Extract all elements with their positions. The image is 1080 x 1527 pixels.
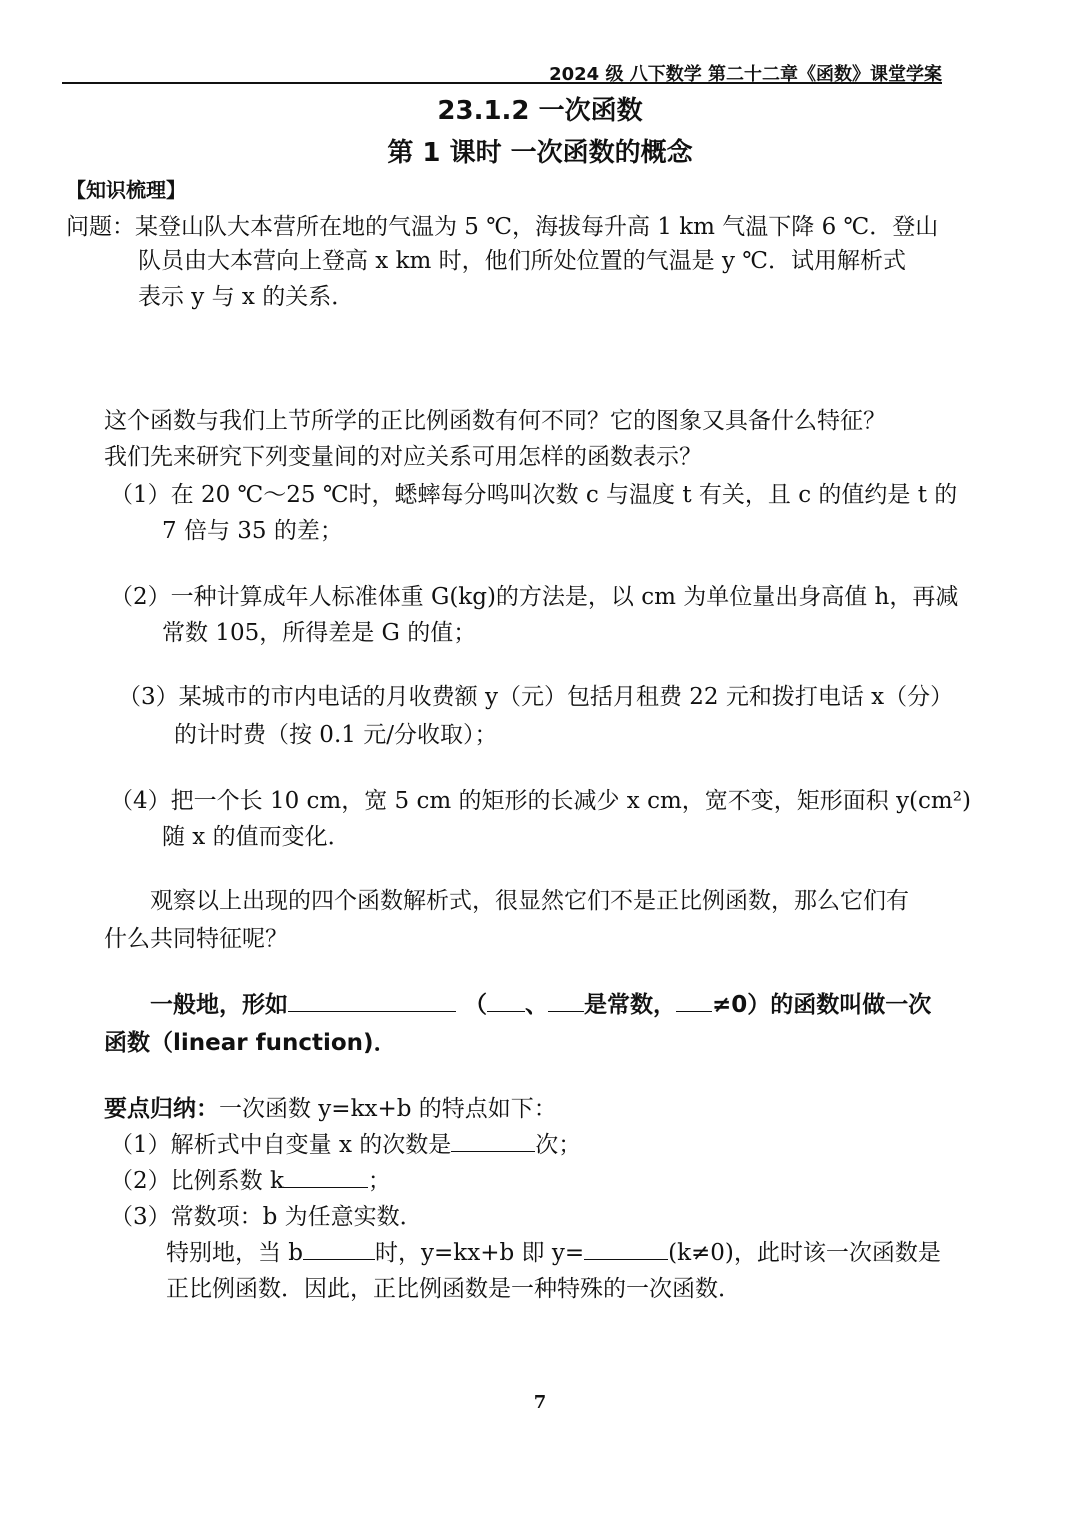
observe-line-1: 观察以上出现的四个函数解析式，很显然它们不是正比例函数，那么它们有 bbox=[150, 888, 909, 914]
key-point-1 bbox=[110, 1126, 581, 1159]
key-point-2-text-a: （2）比例系数 k bbox=[110, 1168, 284, 1194]
problem-line-2: 队员由大本营向上登高 x km 时，他们所处位置的气温是 y ℃．试用解析式 bbox=[138, 248, 906, 274]
blank-expression[interactable] bbox=[288, 989, 456, 1012]
course-header: 2024 级 八下数学 第二十二章《函数》课堂学案 bbox=[549, 64, 942, 85]
item-3-line-2: 的计时费（按 0.1 元/分收取）； bbox=[174, 722, 498, 748]
definition-text-1: 一般地，形如 bbox=[150, 992, 288, 1018]
item-2-line-1: （2）一种计算成年人标准体重 G(kg)的方法是，以 cm 为单位量出身高值 h，再减 bbox=[110, 584, 959, 610]
lesson-title: 第 1 课时 一次函数的概念 bbox=[387, 138, 693, 168]
key-point-2 bbox=[110, 1162, 391, 1195]
blank-coefficient[interactable] bbox=[284, 1165, 368, 1188]
special-case-line-2: 正比例函数．因此，正比例函数是一种特殊的一次函数． bbox=[166, 1276, 741, 1302]
definition-text-2: （ bbox=[464, 992, 488, 1018]
key-points-intro: 一次函数 y=kx+b 的特点如下： bbox=[219, 1096, 557, 1122]
key-point-3: （3）常数项：b 为任意实数． bbox=[110, 1204, 423, 1230]
definition-text-4: 是常数， bbox=[584, 992, 677, 1018]
item-1-line-2: 7 倍与 35 的差； bbox=[162, 518, 343, 544]
key-points-label: 要点归纳： bbox=[104, 1096, 219, 1122]
item-1-line-1: （1）在 20 ℃～25 ℃时，蟋蟀每分鸣叫次数 c 与温度 t 有关，且 c 的值约是 t 的 bbox=[110, 482, 958, 508]
key-point-1-text-a: （1）解析式中自变量 x 的次数是 bbox=[110, 1132, 452, 1158]
special-text-a: 特别地，当 b bbox=[166, 1240, 304, 1266]
item-4-line-2: 随 x 的值而变化． bbox=[162, 824, 351, 850]
blank-b-condition[interactable] bbox=[303, 1237, 375, 1260]
observe-line-2: 什么共同特征呢？ bbox=[104, 926, 288, 952]
definition-text-5: ≠0）的函数叫做一次 bbox=[712, 992, 932, 1018]
page-number: 7 bbox=[533, 1392, 547, 1413]
header-rule bbox=[62, 82, 942, 84]
blank-constant-2[interactable] bbox=[548, 989, 584, 1012]
item-4-line-1: （4）把一个长 10 cm，宽 5 cm 的矩形的长减少 x cm，宽不变，矩形面积 y(cm²) bbox=[110, 788, 971, 814]
key-point-1-text-b: 次； bbox=[535, 1132, 582, 1158]
intro-line-1: 这个函数与我们上节所学的正比例函数有何不同？它的图象又具备什么特征？ bbox=[104, 408, 886, 434]
blank-constant-1[interactable] bbox=[487, 989, 525, 1012]
section-label: 【知识梳理】 bbox=[66, 178, 186, 202]
definition-line-1 bbox=[150, 986, 931, 1019]
item-2-line-2: 常数 105，所得差是 G 的值； bbox=[162, 620, 477, 646]
key-points-heading bbox=[104, 1090, 557, 1123]
special-case-line-1 bbox=[166, 1234, 941, 1267]
special-text-b: 时，y=kx+b 即 y= bbox=[375, 1240, 585, 1266]
blank-exponent[interactable] bbox=[451, 1129, 535, 1152]
definition-line-2: 函数（linear function)． bbox=[104, 1030, 397, 1056]
special-text-c: (k≠0)，此时该一次函数是 bbox=[668, 1240, 941, 1266]
definition-text-3: 、 bbox=[525, 992, 549, 1018]
item-3-line-1: （3）某城市的市内电话的月收费额 y（元）包括月租费 22 元和拨打电话 x（分） bbox=[118, 684, 954, 710]
key-point-2-text-b: ； bbox=[367, 1168, 391, 1194]
intro-line-2: 我们先来研究下列变量间的对应关系可用怎样的函数表示？ bbox=[104, 444, 702, 470]
section-title: 23.1.2 一次函数 bbox=[437, 96, 643, 126]
problem-line-1: 问题：某登山队大本营所在地的气温为 5 ℃，海拔每升高 1 km 气温下降 6 ℃．登山 bbox=[66, 214, 939, 240]
blank-proportional-form[interactable] bbox=[584, 1237, 668, 1260]
blank-nonzero[interactable] bbox=[676, 989, 712, 1012]
problem-line-3: 表示 y 与 x 的关系． bbox=[138, 284, 355, 310]
